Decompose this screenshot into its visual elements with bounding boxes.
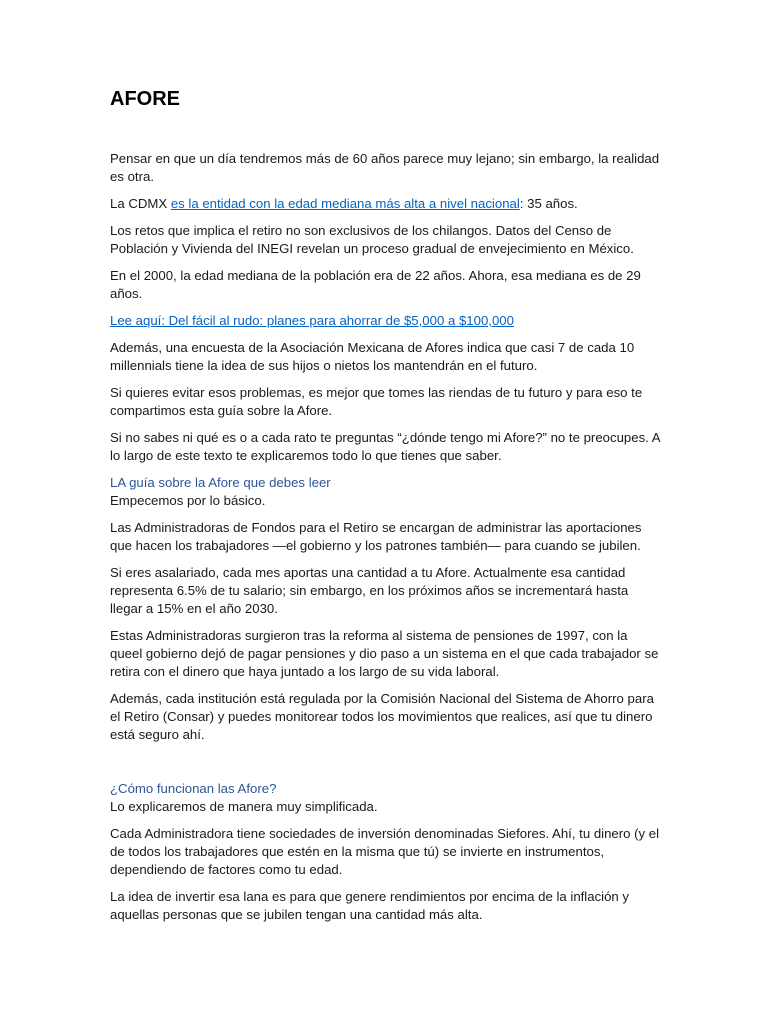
paragraph: Lo explicaremos de manera muy simplificada. (110, 799, 378, 814)
section-heading: ¿Cómo funcionan las Afore? (110, 781, 277, 796)
paragraph: Empecemos por lo básico. (110, 493, 266, 508)
related-link-paragraph (110, 312, 662, 330)
paragraph: Además, cada institución está regulada por la Comisión Nacional del Sistema de Ahorro para el Retiro (Consar) y puedes monitorear todos los movimientos que realices, así que tu dinero está seguro ahí. (110, 691, 654, 742)
paragraph: Además, una encuesta de la Asociación Mexicana de Afores indica que casi 7 de cada 10 millennials tiene la idea de sus hijos o nietos los mantendrán en el futuro. (110, 340, 635, 373)
paragraph: Si quieres evitar esos problemas, es mejor que tomes las riendas de tu futuro y para eso te compartimos esta guía sobre la Afore. (110, 385, 643, 418)
related-article-link[interactable]: Lee aquí: Del fácil al rudo: planes para ahorrar de $5,000 a $100,000 (110, 313, 514, 328)
section-heading: LA guía sobre la Afore que debes leer (110, 475, 331, 490)
paragraph-text: : 35 años. (519, 196, 578, 211)
paragraph-text: La CDMX (110, 196, 171, 211)
spacer (110, 753, 662, 780)
paragraph: Las Administradoras de Fondos para el Retiro se encargan de administrar las aportaciones que hacen los trabajadores —el gobierno y los patrones también— para cuando se jubilen. (110, 520, 642, 553)
paragraph: Cada Administradora tiene sociedades de inversión denominadas Siefores. Ahí, tu dinero (y el de todos los trabajadores que estén en la misma que tú) se invierte en instrumentos, dependiendo de factores como tu edad. (110, 826, 660, 877)
document-title: AFORE (110, 88, 180, 110)
paragraph: Si eres asalariado, cada mes aportas una cantidad a tu Afore. Actualmente esa cantidad representa 6.5% de tu salario; sin embargo, en los próximos años se incrementará hasta llegar a 15% en el año 2030. (110, 565, 629, 616)
cdmx-median-age-link[interactable]: es la entidad con la edad mediana más alta a nivel nacional (170, 196, 520, 211)
paragraph: Pensar en que un día tendremos más de 60 años parece muy lejano; sin embargo, la realidad es otra. (110, 151, 660, 184)
document-body (110, 86, 662, 933)
paragraph: Los retos que implica el retiro no son exclusivos de los chilangos. Datos del Censo de Población y Vivienda del INEGI revelan un proceso gradual de envejecimiento en México. (110, 223, 634, 256)
paragraph: Si no sabes ni qué es o a cada rato te preguntas “¿dónde tengo mi Afore?” no te preocupes. A lo largo de este texto te explicaremos todo lo que tienes que saber. (110, 430, 660, 463)
paragraph: La idea de invertir esa lana es para que genere rendimientos por encima de la inflación y aquellas personas que se jubilen tengan una cantidad más alta. (110, 889, 630, 922)
paragraph: En el 2000, la edad mediana de la población era de 22 años. Ahora, esa mediana es de 29 años. (110, 268, 641, 301)
paragraph-with-link (110, 195, 662, 213)
paragraph: Estas Administradoras surgieron tras la reforma al sistema de pensiones de 1997, con la queel gobierno dejó de pagar pensiones y dio paso a un sistema en el que cada trabajador se retira con el dinero que haya juntado a los largo de su vida laboral. (110, 628, 659, 679)
